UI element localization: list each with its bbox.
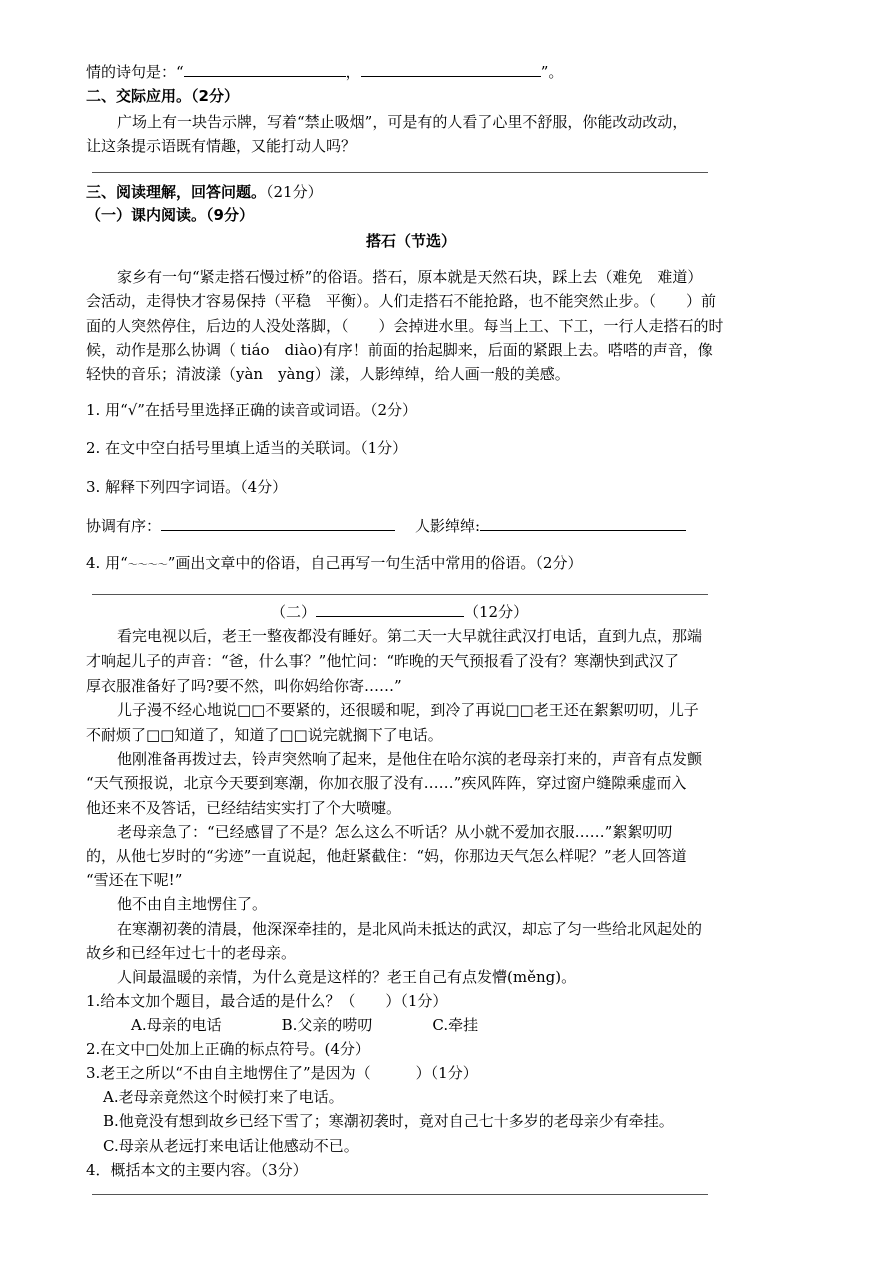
story-line: 的，从他七岁时的“劣迹”一直说起，他赶紧截住：“妈，你那边天气怎么样呢？”老人回答道: [86, 847, 687, 865]
term-answer-blank-1[interactable]: [161, 515, 395, 531]
answer-line[interactable]: [92, 1194, 708, 1195]
story-line: 人间最温暖的亲情，为什么竟是这样的？老王自己有点发懵(měng)。: [117, 968, 577, 986]
subsection-2-title: （二） （12分）: [271, 603, 529, 621]
wavy-line-symbol: ～～～～: [127, 560, 168, 571]
reading-question-3-option-a[interactable]: A.老母亲竟然这个时候打来了电话。: [103, 1088, 344, 1106]
story-line: 儿子漫不经心地说□□不要紧的，还很暖和呢，到冷了再说□□老王还在絮絮叨叨，儿子: [117, 701, 699, 719]
story-line: 在寒潮初袭的清晨，他深深牵挂的，是北风尚未抵达的武汉，却忘了匀一些给北风起处的: [117, 920, 703, 938]
story-line: 他还来不及答话，已经结结实实打了个大喷嚏。: [86, 799, 402, 817]
story-line: 看完电视以后，老王一整夜都没有睡好。第二天一大早就往武汉打电话，直到九点，那端: [117, 627, 703, 645]
reading-question-3: 3.老王之所以“不由自主地愣住了”是因为（ ）（1分）: [86, 1064, 478, 1082]
reading-question-3-option-b[interactable]: B.他竟没有想到故乡已经下雪了；寒潮初袭时，竟对自己七十多岁的老母亲少有牵挂。: [103, 1112, 674, 1130]
poem-blank-2[interactable]: [361, 61, 541, 77]
question-4: 4. 用“～～～～”画出文章中的俗语，自己再写一句生活中常用的俗语。（2分）: [86, 554, 583, 572]
answer-line[interactable]: [92, 172, 708, 173]
reading-question-1: 1.给本文加个题目，最合适的是什么？（ ）（1分）: [86, 992, 448, 1010]
section-2-title: 二、交际应用。（2分）: [86, 87, 239, 105]
poem-fill-line: 情的诗句是：“ ， ”。: [86, 63, 564, 81]
title-blank[interactable]: [316, 601, 464, 617]
passage-line: 轻快的音乐；清波漾（yàn yàng）漾，人影绰绰，给人画一般的美感。: [86, 365, 570, 383]
answer-line[interactable]: [92, 594, 708, 595]
reading-question-1-options[interactable]: A.母亲的电话 B.父亲的唠叨 C.牵挂: [131, 1016, 479, 1034]
story-line: 才响起儿子的声音：“爸，什么事？”他忙问：“昨晚的天气预报看了没有？寒潮快到武汉了: [86, 652, 680, 670]
story-line: 厚衣服准备好了吗?要不然，叫你妈给你寄……”: [86, 677, 402, 695]
story-line: “雪还在下呢!”: [86, 871, 183, 889]
reading-question-2: 2.在文中□处加上正确的标点符号。(4分）: [86, 1040, 370, 1058]
section-2-paragraph: 广场上有一块告示牌，写着“禁止吸烟”，可是有的人看了心里不舒服，你能改动改动，: [117, 113, 688, 131]
poem-blank-1[interactable]: [184, 61, 346, 77]
story-line: 他不由自主地愣住了。: [117, 895, 268, 913]
passage-line: 家乡有一句“紧走搭石慢过桥”的俗语。搭石，原本就是天然石块，踩上去（难免 难道）: [117, 268, 703, 286]
reading-question-4: 4．概括本文的主要内容。（3分）: [86, 1161, 308, 1179]
passage-line: 会活动，走得快才容易保持（平稳 平衡）。人们走搭石不能抢路，也不能突然止步。（ ）前: [86, 292, 717, 310]
passage-line: 候，动作是那么协调（ tiáo diào)有序！前面的抬起脚来，后面的紧跟上去。嗒嗒的声音，像: [86, 341, 713, 359]
question-3: 3. 解释下列四字词语。（4分）: [86, 478, 288, 496]
passage-line: 面的人突然停住，后边的人没处落脚，（ ）会掉进水里。每当上工、下工，一行人走搭石的时: [86, 317, 724, 335]
term-answer-blank-2[interactable]: [480, 515, 686, 531]
story-line: 故乡和已经年过七十的老母亲。: [86, 944, 297, 962]
section-3-title: 三、阅读理解，回答问题。（21分）: [86, 183, 323, 201]
subsection-1-title: （一）课内阅读。（9分）: [86, 206, 254, 224]
section-2-paragraph: 让这条提示语既有情趣，又能打动人吗？: [86, 137, 357, 155]
story-line: 不耐烦了□□知道了，知道了□□说完就搁下了电话。: [86, 726, 443, 744]
story-line: “天气预报说，北京今天要到寒潮，你加衣服了没有……”疾风阵阵，穿过窗户缝隙乘虚而入: [86, 774, 687, 792]
story-line: 他刚准备再拨过去，铃声突然响了起来，是他住在哈尔滨的老母亲打来的，声音有点发颤: [117, 750, 703, 768]
question-2: 2. 在文中空白括号里填上适当的关联词。（1分）: [86, 439, 408, 457]
reading-question-3-option-c[interactable]: C.母亲从老远打来电话让他感动不已。: [103, 1137, 359, 1155]
story-line: 老母亲急了：“已经感冒了不是？怎么这么不听话？从小就不爱加衣服……”絮絮叨叨: [117, 823, 673, 841]
question-1: 1. 用“√”在括号里选择正确的读音或词语。（2分）: [86, 401, 418, 419]
passage-title: 搭石（节选）: [366, 232, 457, 250]
question-3-terms: 协调有序： 人影绰绰:: [86, 514, 686, 538]
